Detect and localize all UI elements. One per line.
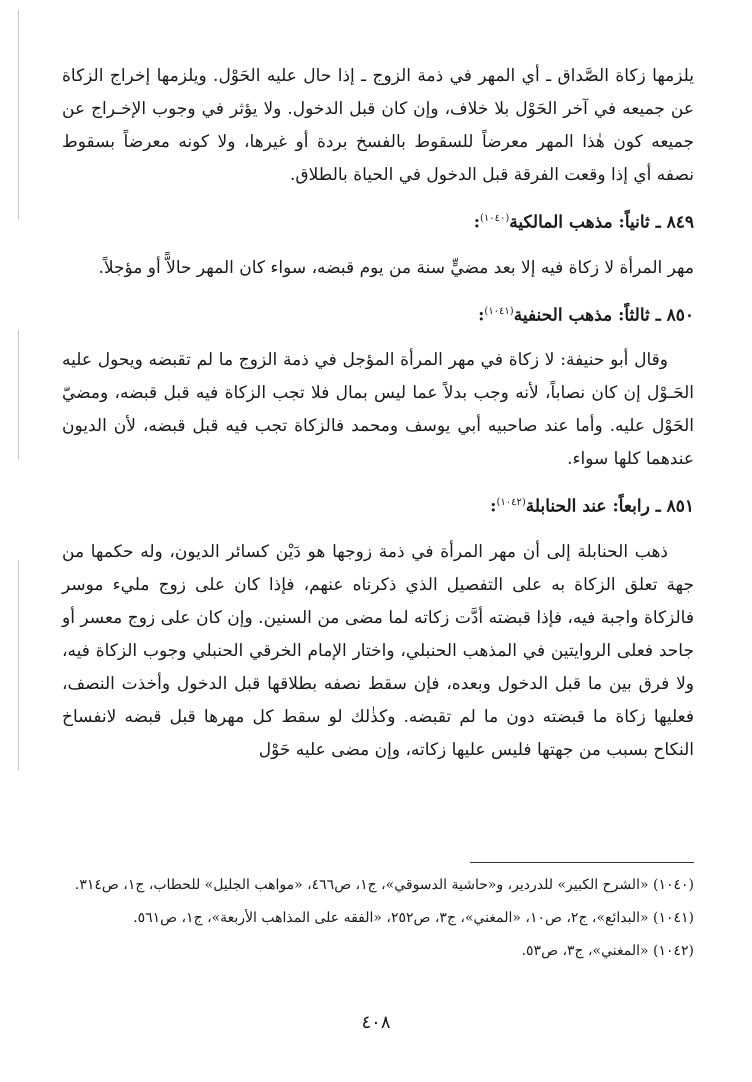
section-title: عند الحنابلة	[525, 496, 607, 517]
section-number: ٨٤٩ ـ ثانياً:	[618, 212, 694, 233]
intro-paragraph: يلزمها زكاة الصَّداق ـ أي المهر في ذمة الزوج ـ إذا حال عليه الحَوْل. ويلزمها إخراج الزكاة عن جميعه في آخر الحَوْل بلا خلاف، وإن كان قبل الدخول. ولا يؤثر في وجوب الإخـراج عن جميعه كون هٰذا المهر معرضاً للسقوط بالفسخ بردة أو غيرها، ولا كونه معرضاً بسقوط نصفه أي إذا وقعت الفرقة قبل الدخول في الحياة بالطلاق.	[62, 66, 694, 185]
footnote-ref: (١٠٤٠)	[480, 213, 510, 224]
footnote: (١٠٤٢) «المغني»، ج٣، ص٥٣.	[521, 943, 694, 959]
main-text	[62, 60, 694, 767]
left-margin-line	[18, 10, 19, 220]
section-851-text: ذهب الحنابلة إلى أن مهر المرأة في ذمة زوجها هو دَيْن كسائر الديون، وله حكمها من جهة تعلق الزكاة به على التفصيل الذي ذكرناه عنهم، فإذا كان على زوج مليء موسر فالزكاة واجبة فيه، فإذا قبضته أدَّت زكاته لما مضى من السنين. وإن كان على زوج معسر أو جاحد فعلى الروايتين في المذهب الحنبلي، واختار الإمام الخرقي الحنبلي وجوب الزكاة فيه، ولا فرق بين ما قبل الدخول وبعده، فإن سقط نصفه بطلاقها قبل الدخول وأخذت النصف، فعليها زكاة ما قبضته دون ما لم تقبضه. وكذٰلك لو سقط كل مهرها قبل قبضه لانفساخ النكاح بسبب من جهتها فليس عليها زكاته، وإن مضى عليه حَوْل	[62, 541, 694, 760]
left-margin-line	[18, 330, 19, 460]
footnote-ref: (١٠٤٢)	[496, 497, 526, 509]
left-margin-line	[18, 560, 19, 770]
footnote: (١٠٤٠) «الشرح الكبير» للدردير، و«حاشية الدسوقي»، ج١، ص٤٦٦، «مواهب الجليل» للحطاب، ج١، ص٣١٤.	[74, 877, 694, 893]
footnote: (١٠٤١) «البدائع»، ج٢، ص١٠، «المغني»، ج٣، ص٢٥٢، «الفقه على المذاهب الأربعة»، ج١، ص٥٦١.	[133, 910, 694, 926]
section-number: ٨٥٠ ـ ثالثاً:	[618, 305, 694, 326]
footnote-ref: (١٠٤١)	[484, 305, 514, 317]
section-850-text: وقال أبو حنيفة: لا زكاة في مهر المرأة المؤجل في ذمة الزوج ما لم تقبضه ويحول عليه الحَـوْل إن كان نصاباً، لأنه وجب بدلاً عما ليس بمال فلا تجب الزكاة فيه قبل قبضه، ومضيّ الحَوْل عليه. وأما عند صاحبيه أبي يوسف ومحمد فالزكاة تجب فيه قبل قبضه، لأن الديون عندهما كلها سواء.	[62, 350, 694, 470]
section-number: ٨٥١ ـ رابعاً:	[612, 496, 694, 517]
section-849-heading: ٨٤٩ ـ ثانياً: مذهب المالكية$^{(١٠٤٠)}$:	[473, 212, 694, 233]
section-850-heading: ٨٥٠ ـ ثالثاً: مذهب الحنفية$^{(١٠٤١)}$:	[478, 305, 694, 326]
section-title: مذهب المالكية	[509, 212, 613, 233]
section-851-heading: ٨٥١ ـ رابعاً: عند الحنابلة$^{(١٠٤٢)}$:	[490, 496, 694, 517]
page-number: ٤٠٨	[361, 1012, 391, 1033]
section-849-text: مهر المرأة لا زكاة فيه إلا بعد مضيٍّ سنة من يوم قبضه، سواء كان المهر حالاًّ أو مؤجلاً.	[98, 257, 694, 278]
section-title: مذهب الحنفية	[513, 305, 613, 326]
footnote-separator	[470, 862, 694, 863]
footnotes	[62, 872, 694, 971]
